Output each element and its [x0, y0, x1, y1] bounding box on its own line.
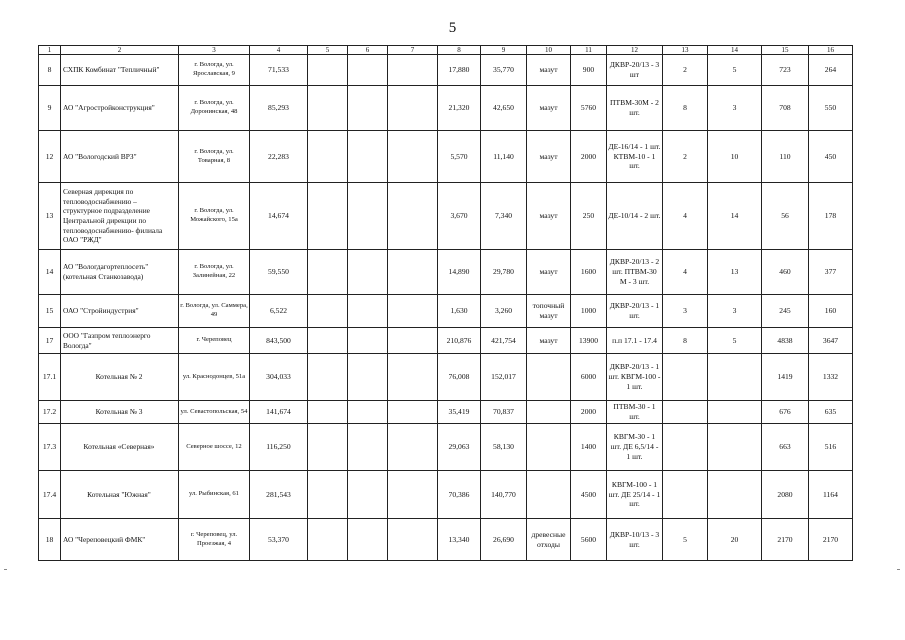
table-cell-col-7: [388, 424, 438, 471]
column-number: 9: [481, 46, 527, 55]
table-cell-col-1: 17: [39, 328, 61, 354]
table-cell-col-15: 708: [762, 86, 809, 131]
table-cell-col-12: ДКВР-20/13 - 2 шт. ПТВМ-30 М - 3 шт.: [607, 250, 663, 295]
table-row: [39, 519, 853, 561]
table-cell-col-7: [388, 471, 438, 519]
table-cell-col-4: 116,250: [250, 424, 308, 471]
table-cell-col-6: [348, 424, 388, 471]
table-cell-col-12: ДКВР-20/13 - 3 шт: [607, 55, 663, 86]
table-cell-col-14: [708, 401, 762, 424]
table-cell-col-3: г. Череповец: [179, 328, 250, 354]
table-cell-col-2: ОАО "Стройиндустрия": [61, 295, 179, 328]
table-cell-col-2: Котельная «Северная»: [61, 424, 179, 471]
table-cell-col-1: 12: [39, 131, 61, 183]
table-cell-col-12: ДКВР-10/13 - 3 шт.: [607, 519, 663, 561]
table-row: [39, 250, 853, 295]
table-cell-col-6: [348, 328, 388, 354]
table-cell-col-9: 421,754: [481, 328, 527, 354]
table-cell-col-5: [308, 519, 348, 561]
table-cell-col-4: 843,500: [250, 328, 308, 354]
table-cell-col-14: 20: [708, 519, 762, 561]
table-row: [39, 86, 853, 131]
table-cell-col-13: 2: [663, 131, 708, 183]
table-cell-col-11: 1000: [571, 295, 607, 328]
table-cell-col-11: 900: [571, 55, 607, 86]
table-cell-col-4: 53,370: [250, 519, 308, 561]
table-cell-col-13: 2: [663, 55, 708, 86]
table-cell-col-11: 250: [571, 183, 607, 250]
table-cell-col-14: 13: [708, 250, 762, 295]
table-cell-col-2: Котельная № 3: [61, 401, 179, 424]
table-cell-col-3: Северное шоссе, 12: [179, 424, 250, 471]
table-cell-col-1: 17.3: [39, 424, 61, 471]
table-cell-col-6: [348, 86, 388, 131]
table-cell-col-16: 450: [809, 131, 853, 183]
table-cell-col-1: 9: [39, 86, 61, 131]
column-number: 6: [348, 46, 388, 55]
table-cell-col-12: ПТВМ-30М - 2 шт.: [607, 86, 663, 131]
table-cell-col-12: ДЕ-10/14 - 2 шт.: [607, 183, 663, 250]
table-cell-col-9: 58,130: [481, 424, 527, 471]
table-cell-col-8: 5,570: [438, 131, 481, 183]
table-cell-col-16: 1332: [809, 354, 853, 401]
table-cell-col-6: [348, 471, 388, 519]
table-cell-col-7: [388, 250, 438, 295]
table-cell-col-9: 140,770: [481, 471, 527, 519]
table-cell-col-8: 35,419: [438, 401, 481, 424]
table-cell-col-5: [308, 401, 348, 424]
table-cell-col-5: [308, 471, 348, 519]
table-cell-col-9: 152,017: [481, 354, 527, 401]
table-cell-col-16: 264: [809, 55, 853, 86]
table-cell-col-13: [663, 471, 708, 519]
table-cell-col-14: 5: [708, 328, 762, 354]
column-number: 15: [762, 46, 809, 55]
table-cell-col-11: 5760: [571, 86, 607, 131]
table-cell-col-3: г. Череповец, ул. Проезжая, 4: [179, 519, 250, 561]
table-cell-col-13: 3: [663, 295, 708, 328]
table-row: [39, 354, 853, 401]
table-cell-col-16: 550: [809, 86, 853, 131]
table-cell-col-6: [348, 55, 388, 86]
table-cell-col-16: 3647: [809, 328, 853, 354]
table-cell-col-1: 17.2: [39, 401, 61, 424]
table-cell-col-9: 29,780: [481, 250, 527, 295]
table-cell-col-5: [308, 55, 348, 86]
table-cell-col-9: 11,140: [481, 131, 527, 183]
table-cell-col-5: [308, 328, 348, 354]
table-cell-col-11: 1400: [571, 424, 607, 471]
table-body: [39, 46, 853, 561]
table-row: [39, 401, 853, 424]
table-cell-col-15: 4838: [762, 328, 809, 354]
table-cell-col-14: 14: [708, 183, 762, 250]
table-cell-col-15: 676: [762, 401, 809, 424]
table-cell-col-15: 723: [762, 55, 809, 86]
table-cell-col-16: 2170: [809, 519, 853, 561]
table-cell-col-12: ПТВМ-30 - 1 шт.: [607, 401, 663, 424]
table-cell-col-13: 4: [663, 250, 708, 295]
table-cell-col-15: 1419: [762, 354, 809, 401]
table-cell-col-10: мазут: [527, 183, 571, 250]
table-cell-col-8: 1,630: [438, 295, 481, 328]
table-cell-col-16: 178: [809, 183, 853, 250]
table-cell-col-7: [388, 354, 438, 401]
table-cell-col-13: [663, 401, 708, 424]
table-cell-col-8: 13,340: [438, 519, 481, 561]
table-cell-col-2: АО "Вологдагортеплосеть" (котельная Станкозавода): [61, 250, 179, 295]
table-cell-col-4: 59,550: [250, 250, 308, 295]
table-cell-col-7: [388, 131, 438, 183]
table-cell-col-6: [348, 519, 388, 561]
column-number: 4: [250, 46, 308, 55]
table-cell-col-4: 6,522: [250, 295, 308, 328]
table-cell-col-7: [388, 55, 438, 86]
table-cell-col-8: 14,890: [438, 250, 481, 295]
table-cell-col-15: 110: [762, 131, 809, 183]
table-cell-col-11: 5600: [571, 519, 607, 561]
table-cell-col-12: ДКВР-20/13 - 1 шт. КВГМ-100 - 1 шт.: [607, 354, 663, 401]
table-cell-col-5: [308, 183, 348, 250]
table-cell-col-10: древесные отходы: [527, 519, 571, 561]
table-cell-col-7: [388, 519, 438, 561]
table-cell-col-12: п.п 17.1 - 17.4: [607, 328, 663, 354]
table-cell-col-4: 22,283: [250, 131, 308, 183]
table-cell-col-14: [708, 424, 762, 471]
table-cell-col-5: [308, 354, 348, 401]
table-cell-col-5: [308, 86, 348, 131]
column-number: 13: [663, 46, 708, 55]
table-cell-col-15: 245: [762, 295, 809, 328]
table-cell-col-11: 1600: [571, 250, 607, 295]
page-number: 5: [448, 20, 457, 36]
table-cell-col-8: 76,008: [438, 354, 481, 401]
table-cell-col-3: г. Вологда, ул. Ярославская, 9: [179, 55, 250, 86]
table-cell-col-1: 8: [39, 55, 61, 86]
table-cell-col-10: мазут: [527, 250, 571, 295]
table-cell-col-13: 8: [663, 328, 708, 354]
column-number: 3: [179, 46, 250, 55]
table-cell-col-14: 3: [708, 295, 762, 328]
table-cell-col-12: КВГМ-100 - 1 шт. ДЕ 25/14 - 1 шт.: [607, 471, 663, 519]
table-cell-col-15: 2080: [762, 471, 809, 519]
table-cell-col-9: 35,770: [481, 55, 527, 86]
table-cell-col-2: АО "Агростройконструкция": [61, 86, 179, 131]
table-cell-col-3: ул. Севастопольская, 54: [179, 401, 250, 424]
table-cell-col-1: 14: [39, 250, 61, 295]
table-cell-col-15: 2170: [762, 519, 809, 561]
table-cell-col-9: 26,690: [481, 519, 527, 561]
table-cell-col-9: 70,837: [481, 401, 527, 424]
table-row: [39, 55, 853, 86]
table-cell-col-8: 3,670: [438, 183, 481, 250]
table-cell-col-15: 663: [762, 424, 809, 471]
table-cell-col-13: 8: [663, 86, 708, 131]
table-cell-col-3: г. Вологда, ул. Саммера, 49: [179, 295, 250, 328]
table-cell-col-6: [348, 354, 388, 401]
table-cell-col-13: 5: [663, 519, 708, 561]
table-cell-col-13: [663, 424, 708, 471]
table-row: [39, 131, 853, 183]
table-cell-col-14: 10: [708, 131, 762, 183]
column-number: 16: [809, 46, 853, 55]
table-cell-col-1: 17.1: [39, 354, 61, 401]
column-number: 8: [438, 46, 481, 55]
table-cell-col-7: [388, 183, 438, 250]
column-number: 7: [388, 46, 438, 55]
boiler-table: [38, 45, 853, 561]
table-cell-col-10: [527, 471, 571, 519]
table-cell-col-10: [527, 424, 571, 471]
table-cell-col-4: 85,293: [250, 86, 308, 131]
column-number: 10: [527, 46, 571, 55]
table-cell-col-2: СХПК Комбинат "Тепличный": [61, 55, 179, 86]
table-cell-col-9: 42,650: [481, 86, 527, 131]
table-cell-col-2: АО "Вологодский ВРЗ": [61, 131, 179, 183]
table-cell-col-2: АО "Череповецкий ФМК": [61, 519, 179, 561]
table-cell-col-7: [388, 295, 438, 328]
table-cell-col-4: 141,674: [250, 401, 308, 424]
table-cell-col-16: 635: [809, 401, 853, 424]
table-cell-col-5: [308, 295, 348, 328]
table-cell-col-13: 4: [663, 183, 708, 250]
table-cell-col-1: 17.4: [39, 471, 61, 519]
table-cell-col-6: [348, 401, 388, 424]
table-cell-col-3: г. Вологда, ул. Можайского, 15а: [179, 183, 250, 250]
table-cell-col-5: [308, 131, 348, 183]
table-cell-col-14: 5: [708, 55, 762, 86]
column-number: 2: [61, 46, 179, 55]
table-cell-col-11: 4500: [571, 471, 607, 519]
table-cell-col-6: [348, 131, 388, 183]
table-cell-col-15: 460: [762, 250, 809, 295]
column-number: 5: [308, 46, 348, 55]
table-cell-col-12: КВГМ-30 - 1 шт. ДЕ 6,5/14 - 1 шт.: [607, 424, 663, 471]
table-cell-col-8: 29,063: [438, 424, 481, 471]
table-cell-col-6: [348, 250, 388, 295]
table-cell-col-1: 13: [39, 183, 61, 250]
table-cell-col-8: 70,386: [438, 471, 481, 519]
table-cell-col-10: мазут: [527, 328, 571, 354]
table-cell-col-16: 377: [809, 250, 853, 295]
table-cell-col-13: [663, 354, 708, 401]
table-cell-col-14: [708, 471, 762, 519]
table-cell-col-1: 15: [39, 295, 61, 328]
column-number: 14: [708, 46, 762, 55]
table-cell-col-2: Котельная № 2: [61, 354, 179, 401]
table-row: [39, 183, 853, 250]
column-number-row: [39, 46, 853, 55]
table-cell-col-3: ул. Рыбинская, 61: [179, 471, 250, 519]
table-cell-col-6: [348, 183, 388, 250]
table-cell-col-4: 14,674: [250, 183, 308, 250]
table-cell-col-3: г. Вологда, ул. Товарная, 8: [179, 131, 250, 183]
table-cell-col-10: топочный мазут: [527, 295, 571, 328]
column-number: 1: [39, 46, 61, 55]
table-cell-col-10: мазут: [527, 55, 571, 86]
table-cell-col-3: ул. Краснодонцев, 51а: [179, 354, 250, 401]
table-cell-col-11: 6000: [571, 354, 607, 401]
table-cell-col-11: 2000: [571, 401, 607, 424]
table-cell-col-1: 18: [39, 519, 61, 561]
table-cell-col-8: 21,320: [438, 86, 481, 131]
table-cell-col-2: Котельная "Южная": [61, 471, 179, 519]
table-cell-col-11: 13900: [571, 328, 607, 354]
column-number: 12: [607, 46, 663, 55]
table-cell-col-3: г. Вологда, ул. Залинейная, 22: [179, 250, 250, 295]
table-cell-col-4: 71,533: [250, 55, 308, 86]
table-cell-col-7: [388, 328, 438, 354]
table-cell-col-8: 17,880: [438, 55, 481, 86]
table-cell-col-10: мазут: [527, 131, 571, 183]
table-cell-col-16: 516: [809, 424, 853, 471]
table-cell-col-5: [308, 250, 348, 295]
table-cell-col-16: 1164: [809, 471, 853, 519]
table-cell-col-14: 3: [708, 86, 762, 131]
table-row: [39, 424, 853, 471]
table-cell-col-9: 3,260: [481, 295, 527, 328]
table-cell-col-10: мазут: [527, 86, 571, 131]
table-row: [39, 295, 853, 328]
table-cell-col-7: [388, 401, 438, 424]
table-cell-col-7: [388, 86, 438, 131]
table-cell-col-4: 304,033: [250, 354, 308, 401]
table-cell-col-9: 7,340: [481, 183, 527, 250]
table-cell-col-3: г. Вологда, ул. Доронинская, 48: [179, 86, 250, 131]
table-row: [39, 328, 853, 354]
table-cell-col-16: 160: [809, 295, 853, 328]
table-cell-col-10: [527, 401, 571, 424]
table-cell-col-11: 2000: [571, 131, 607, 183]
table-cell-col-12: ДЕ-16/14 - 1 шт. КТВМ-10 - 1 шт.: [607, 131, 663, 183]
table-row: [39, 471, 853, 519]
table-cell-col-2: Северная дирекция по тепловодоснабжению – структурное подразделение Центральной дирекции по тепловодоснабжению- филиала ОАО "РЖД": [61, 183, 179, 250]
table-cell-col-10: [527, 354, 571, 401]
table-cell-col-5: [308, 424, 348, 471]
table-cell-col-14: [708, 354, 762, 401]
column-number: 11: [571, 46, 607, 55]
table-cell-col-8: 210,876: [438, 328, 481, 354]
table-cell-col-6: [348, 295, 388, 328]
table-cell-col-2: ООО "Газпром теплоэнерго Вологда": [61, 328, 179, 354]
table-cell-col-15: 56: [762, 183, 809, 250]
table-cell-col-12: ДКВР-20/13 - 1 шт.: [607, 295, 663, 328]
table-cell-col-4: 281,543: [250, 471, 308, 519]
